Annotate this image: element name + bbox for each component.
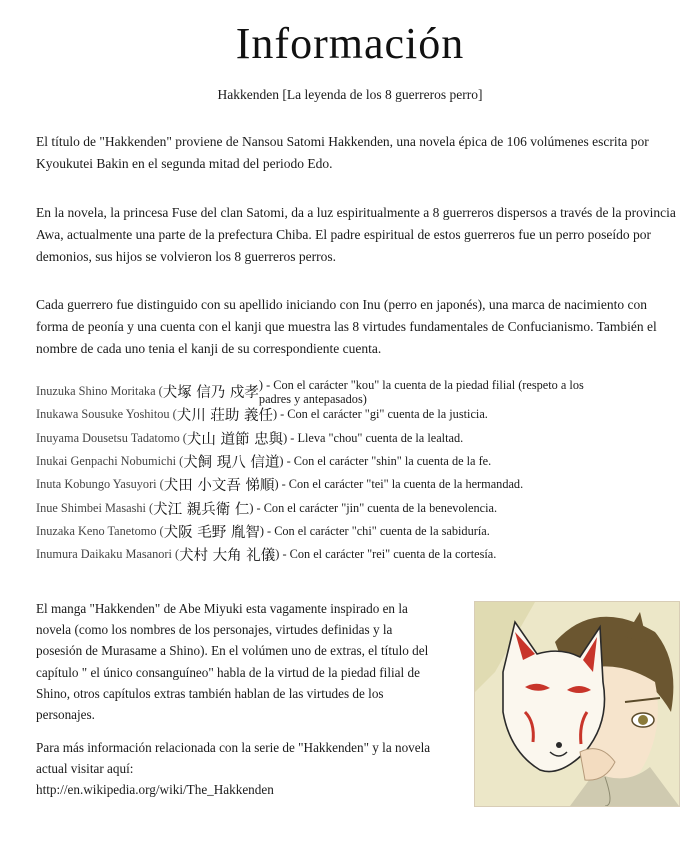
manga-paragraph: El manga "Hakkenden" de Abe Miyuki esta vagamente inspirado en la novela (como los nombres de los personajes, virtudes definidas y la posesión de Murasame a Shino). En el volúmen uno de extras, el título del capítulo " el único consanguíneo" habla de la virtud de la piedad filial de Shino, otros capítulos extras también hablan de las virtudes de los personajes. — [36, 601, 429, 723]
warrior-item — [36, 450, 686, 473]
warrior-kanji: 犬田 小文吾 悌順 — [163, 478, 275, 495]
warrior-name: Inukai Genpachi Nobumichi ( — [36, 454, 184, 469]
page-title: Información — [235, 19, 465, 68]
warrior-name: Inuzuka Shino Moritaka ( — [36, 384, 163, 399]
character-illustration — [474, 601, 680, 807]
warrior-kanji: 犬飼 現八 信道 — [183, 455, 280, 472]
more-info-text: Para más información relacionada con la serie de "Hakkenden" y la novela actual visitar aquí: — [36, 740, 431, 777]
warrior-virtue: ) - Lleva "chou" cuenta de la lealtad. — [283, 430, 464, 445]
warrior-virtue: ) - Con el carácter "kou" la cuenta de la piedad filial (respeto a los padres y antepasados) — [258, 377, 584, 406]
warrior-item — [36, 520, 686, 543]
warrior-kanji: 犬阪 毛野 胤智 — [163, 524, 260, 541]
warrior-kanji: 犬塚 信乃 戍孝 — [162, 385, 259, 402]
warrior-name: Inuzaka Keno Tanetomo ( — [36, 523, 164, 538]
warrior-virtue: ) - Con el carácter "jin" cuenta de la benevolencia. — [249, 500, 498, 515]
warrior-item — [36, 496, 686, 519]
warrior-virtue: ) - Con el carácter "chi" cuenta de la sabiduría. — [259, 523, 490, 538]
warriors-intro-paragraph: Cada guerrero fue distinguido con su apellido iniciando con Inu (perro en japonés), una marca de nacimiento con forma de peonía y una cuenta con el kanji que muestra las 8 virtudes fundamentales de Confucianismo. También el nombre de cada uno tenia el kanji de su correspondiente cuenta. — [36, 297, 657, 356]
warrior-virtue: ) - Con el carácter "tei" la cuenta de la hermandad. — [274, 477, 524, 492]
warrior-virtue: ) - Con el carácter "shin" la cuenta de la fe. — [279, 454, 492, 469]
warrior-kanji: 犬山 道節 忠與 — [186, 431, 284, 448]
warrior-item — [36, 543, 686, 566]
page-subtitle: Hakkenden [La leyenda de los 8 guerreros perro] — [217, 87, 483, 102]
warrior-list — [36, 377, 686, 566]
warrior-name: Inue Shimbei Masashi ( — [36, 500, 154, 515]
warrior-virtue: ) - Con el carácter "gi" cuenta de la justicia. — [272, 407, 488, 422]
warrior-kanji: 犬村 大角 礼儀 — [179, 548, 276, 565]
warrior-item — [36, 473, 686, 496]
fox-mask-character-image — [475, 602, 679, 806]
wikipedia-link[interactable]: http://en.wikipedia.org/wiki/The_Hakkenden — [36, 782, 274, 798]
warrior-kanji: 犬川 荘助 義任 — [176, 408, 273, 425]
origin-paragraph: El título de "Hakkenden" proviene de Nansou Satomi Hakkenden, una novela épica de 106 volúmenes escrita por Kyoukutei Bakin en el segunda mitad del periodo Edo. — [36, 134, 649, 171]
warrior-name: Inukawa Sousuke Yoshitou ( — [36, 407, 177, 422]
novel-paragraph: En la novela, la princesa Fuse del clan Satomi, da a luz espiritualmente a 8 guerreros dispersos a través de la provincia Awa, actualmente una parte de la prefectura Chiba. El padre espiritual de estos guerreros fue un perro poseído por demonios, sus hijos se volvieron los 8 guerreros perros. — [36, 205, 676, 264]
more-info-paragraph — [36, 737, 436, 801]
warrior-kanji: 犬江 親兵衛 仁 — [153, 501, 250, 518]
warrior-virtue: ) - Con el carácter "rei" cuenta de la cortesía. — [275, 547, 497, 562]
warrior-item — [36, 427, 686, 450]
warrior-item — [36, 403, 686, 426]
warrior-name: Inuyama Dousetsu Tadatomo ( — [36, 430, 187, 445]
warrior-item — [36, 377, 686, 406]
warrior-name: Inumura Daikaku Masanori ( — [36, 547, 180, 562]
warrior-name: Inuta Kobungo Yasuyori ( — [36, 477, 164, 492]
